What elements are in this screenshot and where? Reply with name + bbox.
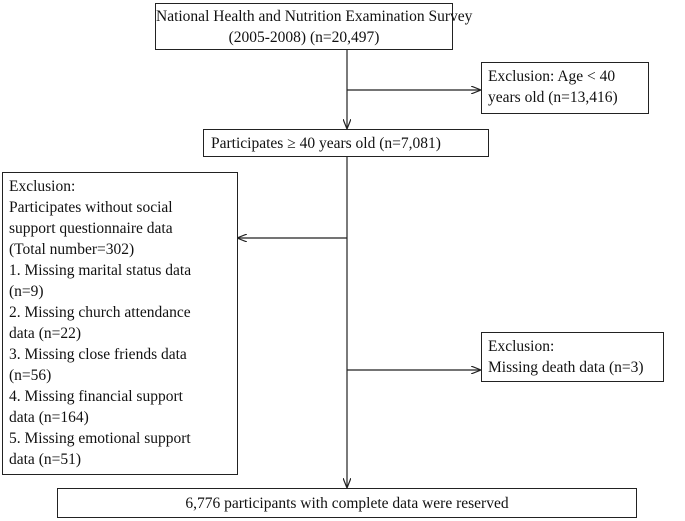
social-exclusion-line: (n=9) xyxy=(9,283,44,300)
age-exclusion-box xyxy=(481,62,649,114)
participants-box xyxy=(203,129,489,157)
social-exclusion-line: Exclusion: xyxy=(9,178,76,195)
survey-box xyxy=(155,3,473,50)
social-exclusion-line: 1. Missing marital status data xyxy=(9,262,192,279)
age-exclusion-count: years old (n=13,416) xyxy=(488,89,618,106)
survey-title: National Health and Nutrition Examination Survey xyxy=(156,8,473,25)
death-exclusion-title: Exclusion: xyxy=(488,338,555,355)
social-exclusion-line: data (n=22) xyxy=(9,325,82,342)
final-box xyxy=(57,488,637,518)
age-exclusion-title: Exclusion: Age < 40 xyxy=(488,68,616,85)
social-exclusion-box xyxy=(2,172,238,475)
social-exclusion-line: 5. Missing emotional support xyxy=(9,430,191,447)
social-exclusion-line: (n=56) xyxy=(9,367,52,384)
final-count: 6,776 participants with complete data were reserved xyxy=(185,495,509,512)
social-exclusion-line: 2. Missing church attendance xyxy=(9,304,191,321)
participants-count: Participates ≥ 40 years old (n=7,081) xyxy=(211,135,441,152)
social-exclusion-line: data (n=164) xyxy=(9,409,89,426)
social-exclusion-line: 4. Missing financial support xyxy=(9,388,183,405)
social-exclusion-line: 3. Missing close friends data xyxy=(9,346,187,363)
death-exclusion-count: Missing death data (n=3) xyxy=(488,359,644,376)
social-exclusion-line: (Total number=302) xyxy=(9,241,135,258)
social-exclusion-line: data (n=51) xyxy=(9,451,82,468)
social-exclusion-line: support questionnaire data xyxy=(9,220,173,237)
survey-count: (2005-2008) (n=20,497) xyxy=(228,29,380,46)
social-exclusion-line: Participates without social xyxy=(9,199,173,216)
death-exclusion-box xyxy=(481,332,664,382)
